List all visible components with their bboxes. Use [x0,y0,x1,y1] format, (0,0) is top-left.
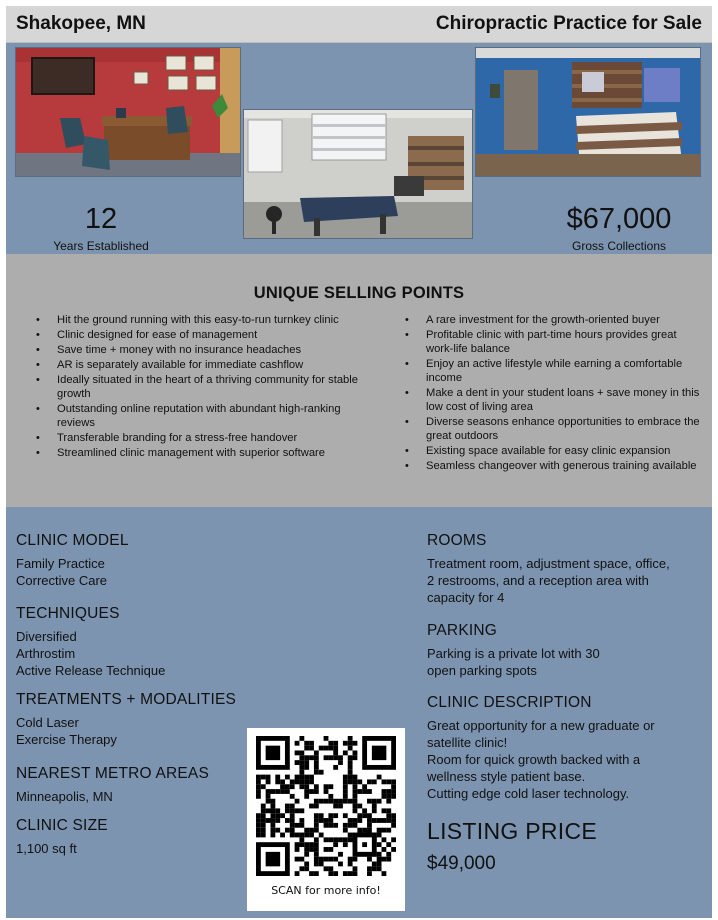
description-line: Room for quick growth backed with a [427,752,641,767]
description-section [427,694,707,802]
treatments-heading: TREATMENTS + MODALITIES [16,691,237,708]
description-line: wellness style patient base. [427,769,586,784]
usp-heading: UNIQUE SELLING POINTS [253,284,465,302]
rooms-heading: ROOMS [427,532,487,549]
gross-collections-label: Gross Collections [571,239,667,253]
description-heading: CLINIC DESCRIPTION [427,694,592,711]
description-line: Great opportunity for a new graduate or [427,718,655,733]
rooms-line: capacity for 4 [427,590,505,605]
metro-area-line: Minneapolis, MN [16,789,113,804]
technique-line: Arthrostim [16,646,76,661]
years-established-label: Years Established [53,239,149,253]
reception-photo [475,47,701,177]
selling-point-item: • Clinic designed for ease of management [34,328,360,342]
header-bar [6,6,712,43]
treatment-line: Cold Laser [16,715,79,730]
clinic-size-line: 1,100 sq ft [16,841,77,856]
clinic-size-heading: CLINIC SIZE [16,817,108,834]
usp-list-left [34,313,360,461]
selling-point-item: • Streamlined clinic management with superior software [34,446,360,460]
parking-line: open parking spots [427,663,537,678]
selling-point-item: • Make a dent in your student loans + save money in this low cost of living area [403,386,703,414]
years-established-value: 12 [84,203,118,235]
gross-collections-value: $67,000 [566,203,672,235]
qr-code-icon [256,736,396,876]
selling-point-item: • Diverse seasons enhance opportunities to embrace the great outdoors [403,415,703,443]
rooms-line: Treatment room, adjustment space, office, [427,556,670,571]
office-photo [15,47,241,177]
selling-point-item: • Enjoy an active lifestyle while earning a comfortable income [403,357,703,385]
location-title: Shakopee, MN [16,13,146,34]
clinic-model-line: Family Practice [16,556,105,571]
page-title: Chiropractic Practice for Sale [435,13,702,34]
technique-line: Diversified [16,629,77,644]
treatment-room-photo [243,109,473,239]
metro-areas-section [16,765,246,805]
selling-point-item: • Profitable clinic with part-time hours provides great work-life balance [403,328,703,356]
selling-point-item: • Save time + money with no insurance headaches [34,343,360,357]
description-line: Cutting edge cold laser technology. [427,786,630,801]
qr-code[interactable] [247,728,405,911]
listing-price-value: $49,000 [427,853,496,874]
metro-areas-heading: NEAREST METRO AREAS [16,765,210,782]
flyer [6,6,712,918]
treatment-line: Exercise Therapy [16,732,117,747]
treatments-section [16,691,256,748]
clinic-size-section [16,817,246,857]
details-section [6,507,712,918]
selling-point-item: • Hit the ground running with this easy-to-run turnkey clinic [34,313,360,327]
clinic-model-heading: CLINIC MODEL [16,532,129,549]
selling-point-item: • Seamless changeover with generous training available [403,459,703,473]
clinic-model-section [16,532,246,589]
parking-line: Parking is a private lot with 30 [427,646,600,661]
qr-caption: SCAN for more info! [271,884,381,897]
hero-section [6,43,712,254]
parking-section [427,622,707,679]
selling-point-item: • Transferable branding for a stress-free handover [34,431,360,445]
selling-point-item: • Ideally situated in the heart of a thriving community for stable growth [34,373,360,401]
technique-line: Active Release Technique [16,663,166,678]
listing-price-label: LISTING PRICE [427,818,598,844]
selling-point-item: • Existing space available for easy clinic expansion [403,444,703,458]
selling-point-item: • AR is separately available for immediate cashflow [34,358,360,372]
selling-point-item: • Outstanding online reputation with abundant high-ranking reviews [34,402,360,430]
techniques-heading: TECHNIQUES [16,605,120,622]
parking-heading: PARKING [427,622,498,639]
usp-list-right [403,313,703,474]
rooms-section [427,532,707,606]
description-line: satellite clinic! [427,735,508,750]
unique-selling-points-section [6,254,712,507]
rooms-line: 2 restrooms, and a reception area with [427,573,649,588]
techniques-section [16,605,246,679]
clinic-model-line: Corrective Care [16,573,108,588]
selling-point-item: • A rare investment for the growth-oriented buyer [403,313,703,327]
